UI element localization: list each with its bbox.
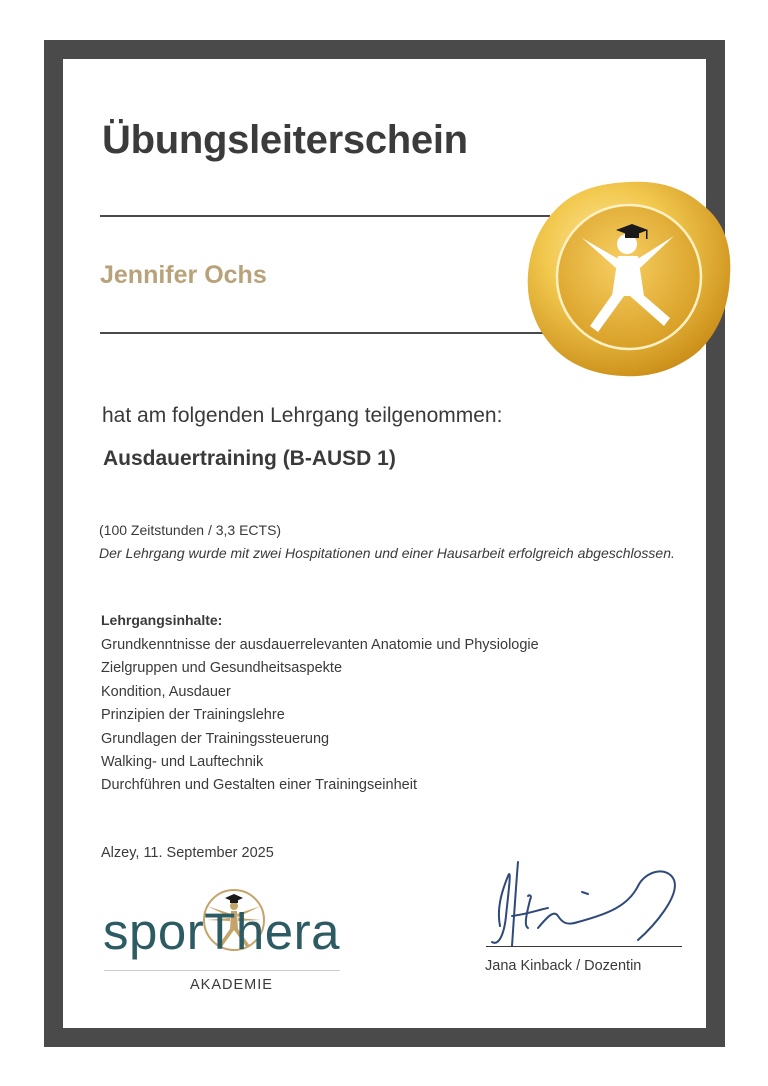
logo-subtitle: AKADEMIE [190,977,273,993]
logo-wordmark [103,902,340,962]
list-item: Grundkenntnisse der ausdauerrelevanten Anatomie und Physiologie [101,637,539,653]
list-item: Durchführen und Gestalten einer Trainingseinheit [101,777,417,794]
participation-statement: hat am folgenden Lehrgang teilgenommen: [102,404,503,427]
divider-top [100,215,550,217]
logo-divider [104,970,340,971]
course-hours: (100 Zeitstunden / 3,3 ECTS) [99,522,282,538]
contents-heading: Lehrgangsinhalte: [101,612,223,628]
wax-seal-icon [524,176,734,381]
logo-word-start: spor [103,903,205,960]
list-item: Kondition, Ausdauer [101,683,231,700]
list-item: Walking- und Lauftechnik [101,753,264,770]
divider-bottom [100,332,550,334]
place-and-date: Alzey, 11. September 2025 [101,845,274,861]
completion-note: Der Lehrgang wurde mit zwei Hospitationen und einer Hausarbeit erfolgreich abgeschlossen. [99,545,675,561]
list-item: Grundlagen der Trainingssteuerung [101,730,330,747]
course-title: Ausdauertraining (B-AUSD 1) [103,447,396,470]
list-item: Zielgruppen und Gesundheitsaspekte [101,660,343,677]
signature-icon [478,856,688,956]
signature-line [486,946,682,947]
logo-word-t: T [204,903,236,960]
signatory-name: Jana Kinback / Dozentin [485,958,642,974]
course-contents-list [101,634,539,798]
list-item: Prinzipien der Trainingslehre [101,707,285,724]
logo-word-end: hera [235,903,340,960]
certificate-title: Übungsleiterschein [102,118,468,162]
recipient-name: Jennifer Ochs [100,261,267,289]
